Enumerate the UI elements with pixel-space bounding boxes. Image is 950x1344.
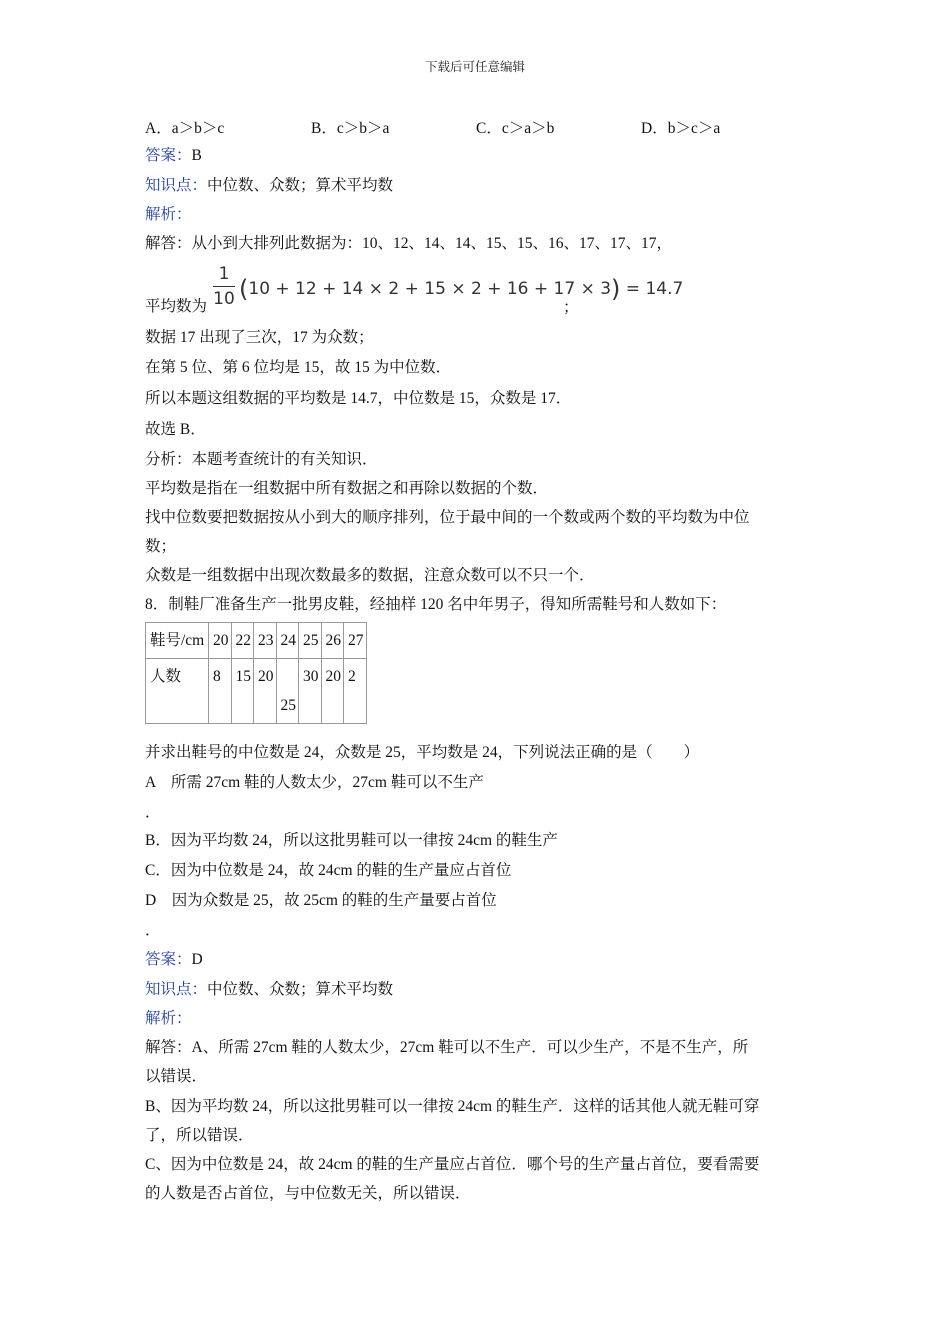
analysis-label: 解析： bbox=[145, 206, 192, 223]
q8-option-d-dot: ． bbox=[145, 922, 161, 939]
text-line: 众数是一组数据中出现次数最多的数据，注意众数可以不只一个． bbox=[145, 567, 595, 584]
text-line: 分析：本题考查统计的有关知识． bbox=[145, 451, 378, 468]
text-line: 所以本题这组数据的平均数是 14.7，中位数是 15，众数是 17． bbox=[145, 390, 572, 407]
option-c: C．c＞a＞b bbox=[476, 120, 555, 137]
q8-knowledge-line bbox=[145, 979, 393, 1001]
sorted-data-line: 解答：从小到大排列此数据为：10、12、14、14、15、15、16、17、17、17， bbox=[145, 235, 673, 252]
text-line: 故选 B． bbox=[145, 421, 206, 438]
table-cell: 30 bbox=[299, 659, 322, 724]
table-header-cell: 鞋号/cm bbox=[146, 623, 209, 659]
text-line: 的人数是否占首位，与中位数无关，所以错误． bbox=[145, 1185, 471, 1202]
answer-label: 答案： bbox=[145, 951, 192, 968]
q8-option-b: B．因为平均数 24，所以这批男鞋可以一律按 24cm 的鞋生产 bbox=[145, 832, 558, 849]
question-8-stem: 8．制鞋厂准备生产一批男皮鞋，经抽样 120 名中年男子，得知所需鞋号和人数如下： bbox=[145, 596, 727, 613]
q8-option-c: C．因为中位数是 24，故 24cm 的鞋的生产量应占首位 bbox=[145, 862, 512, 879]
answer-line bbox=[145, 145, 202, 167]
text-line: 数据 17 出现了三次，17 为众数； bbox=[145, 329, 374, 346]
question-8-prompt: 并求出鞋号的中位数是 24，众数是 25，平均数是 24，下列说法正确的是（ ） bbox=[145, 744, 700, 761]
table-row bbox=[146, 659, 367, 724]
table-cell: 24 bbox=[276, 623, 299, 659]
text-line: 找中位数要把数据按从小到大的顺序排列，位于最中间的一个数或两个数的平均数为中位 bbox=[145, 509, 750, 526]
mean-suffix: ； bbox=[563, 299, 579, 316]
knowledge-line bbox=[145, 175, 393, 197]
table-cell: 25 bbox=[276, 659, 299, 724]
knowledge-value: 中位数、众数；算术平均数 bbox=[207, 177, 394, 194]
knowledge-value: 中位数、众数；算术平均数 bbox=[207, 981, 394, 998]
table-cell: 23 bbox=[254, 623, 277, 659]
table-cell: 26 bbox=[321, 623, 344, 659]
q8-option-d: D 因为众数是 25，故 25cm 的鞋的生产量要占首位 bbox=[145, 892, 497, 909]
text-line: B、因为平均数 24，所以这批男鞋可以一律按 24cm 的鞋生产．这样的话其他人就无鞋可穿 bbox=[145, 1098, 760, 1115]
text-line: 数； bbox=[145, 538, 177, 555]
answer-value: B bbox=[191, 147, 202, 164]
table-cell: 20 bbox=[321, 659, 344, 724]
table-cell: 20 bbox=[254, 659, 277, 724]
option-a: A．a＞b＞c bbox=[145, 120, 225, 137]
answer-label: 答案： bbox=[145, 147, 192, 164]
shoe-size-table bbox=[145, 622, 367, 724]
q8-option-a: A 所需 27cm 鞋的人数太少，27cm 鞋可以不生产 bbox=[145, 774, 484, 791]
text-line: 平均数是指在一组数据中所有数据之和再除以数据的个数． bbox=[145, 480, 549, 497]
fraction-denominator: 10 bbox=[213, 289, 235, 309]
formula-inner: 10 + 12 + 14 × 2 + 15 × 2 + 16 + 17 × 3 bbox=[248, 279, 612, 299]
fraction-numerator: 1 bbox=[218, 264, 230, 284]
text-line: 以错误． bbox=[145, 1068, 208, 1085]
text-line: 解答：A、所需 27cm 鞋的人数太少，27cm 鞋可以不生产．可以少生产，不是不生产，所 bbox=[145, 1039, 749, 1056]
table-cell: 25 bbox=[299, 623, 322, 659]
text-line: 了，所以错误． bbox=[145, 1127, 254, 1144]
table-row bbox=[146, 623, 367, 659]
formula-result: = 14.7 bbox=[620, 279, 684, 299]
q8-option-a-dot: ． bbox=[145, 804, 161, 821]
page-header: 下载后可任意编辑 bbox=[424, 59, 525, 74]
mean-prefix: 平均数为 bbox=[145, 298, 208, 315]
answer-value: D bbox=[191, 951, 203, 968]
table-cell: 8 bbox=[209, 659, 232, 724]
table-header-cell: 人数 bbox=[146, 659, 209, 724]
mean-formula bbox=[239, 275, 683, 303]
table-cell: 20 bbox=[209, 623, 232, 659]
table-cell: 15 bbox=[231, 659, 254, 724]
knowledge-label: 知识点： bbox=[145, 981, 208, 998]
q8-answer-line bbox=[145, 949, 203, 971]
fraction bbox=[213, 263, 235, 310]
q8-analysis-label: 解析： bbox=[145, 1010, 192, 1027]
knowledge-label: 知识点： bbox=[145, 177, 208, 194]
option-d: D．b＞c＞a bbox=[641, 120, 721, 137]
text-line: 在第 5 位、第 6 位均是 15，故 15 为中位数． bbox=[145, 359, 452, 376]
table-cell: 27 bbox=[344, 623, 367, 659]
right-paren: ) bbox=[611, 275, 621, 303]
option-b: B．c＞b＞a bbox=[311, 120, 390, 137]
table-cell: 22 bbox=[231, 623, 254, 659]
fraction-bar bbox=[213, 286, 235, 287]
table-cell: 2 bbox=[344, 659, 367, 724]
left-paren: ( bbox=[239, 275, 249, 303]
text-line: C、因为中位数是 24，故 24cm 的鞋的生产量应占首位．哪个号的生产量占首位，要看需要 bbox=[145, 1156, 760, 1173]
